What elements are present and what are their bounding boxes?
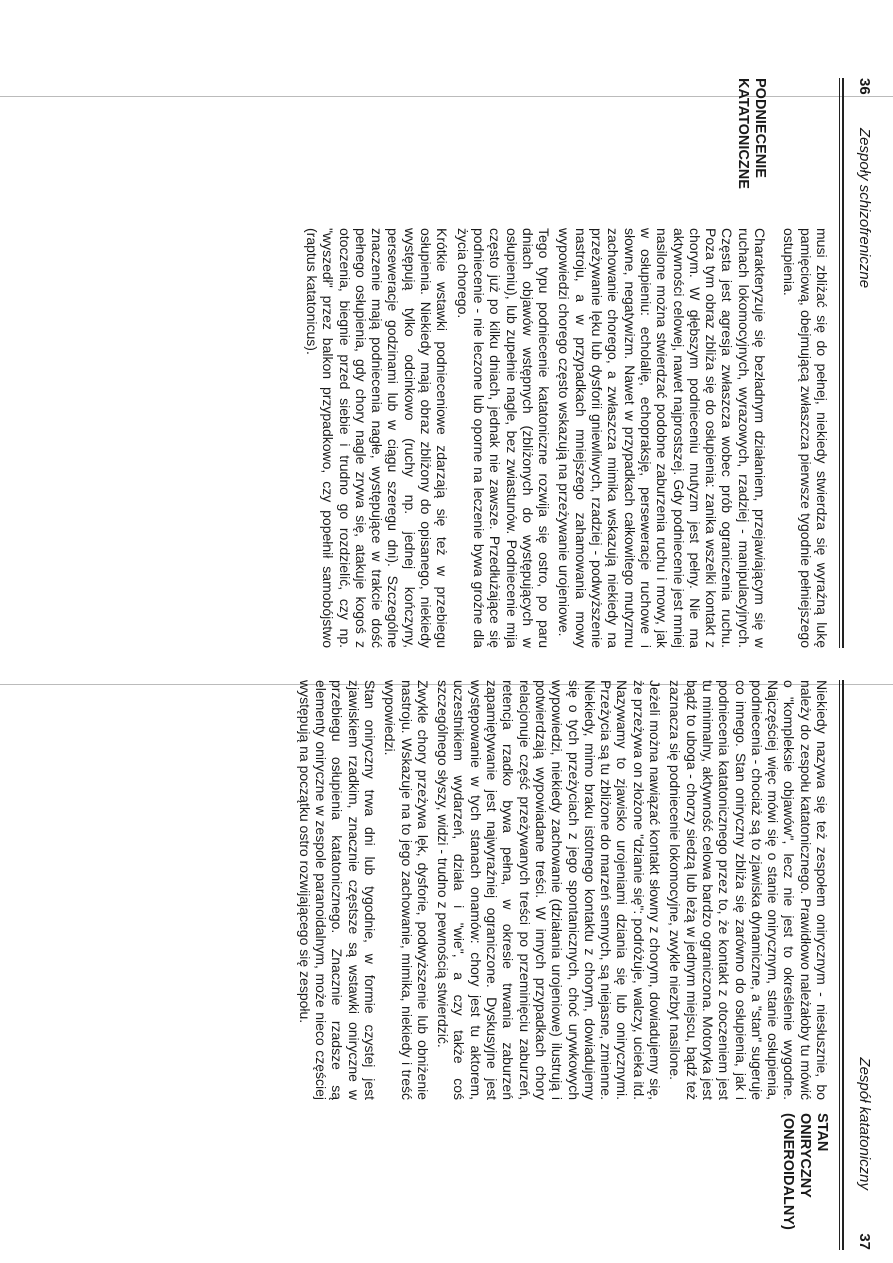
header-rule xyxy=(842,78,844,648)
section-body-36 xyxy=(300,228,768,648)
page-number-36: 36 xyxy=(856,78,873,95)
running-head-36 xyxy=(847,78,873,648)
paragraph: Jeżeli można nawiązać kontakt słowny z chorym, dowiadujemy się, że przeżywa on złożone "dzianie się": podróżuje, walczy, ucieka itd. Nazywamy to zjawisko urojeniami dziania się lub onirycznymi. Przeżycia są tu zbliżone do marzeń sennych, są niejasne, zmienne. Niekiedy, mimo braku istotnego kontaktu z chorym, dowiadujemy się o tych przeżyciach z jego spontanicznych, choć urywkowych wypowiedzi, niekiedy zachowanie (działania urojeniowe) ilustrują i potwierdzają wypowiadane treści. W innych przypadkach chory relacjonuje część przeżywanych treści po przeminięciu zaburzeń, retencja rzadko bywa pełna, w okresie trwania zaburzeń zapamiętywanie jest najwyraźniej ograniczone. Dyskusyjne jest występowanie w tych stanach onamów: chory jest tu aktorem, uczestnikiem wydarzeń, działa i "wie", a czy także coś szczególnego słyszy, widzi - trudno z pewnością stwierdzić. xyxy=(435,680,664,1100)
page-36 xyxy=(0,78,878,648)
paragraph: Charakteryzuje się bezładnym działaniem, przejawiającym się w ruchach lokomocyjnych, wyrazowych, rzadziej - manipulacyjnych. Częsta jest agresja zwłaszcza wobec prób ograniczenia ruchu. Poza tym obraz zbliża się do osłupienia: zanika wszelki kontakt z chorym. W głębszym podnieceniu mutyzm jest pełny. Nie ma aktywności celowej, nawet najprostszej. Gdy podniecenie jest mniej nasilone można stwierdzać podobne zaburzenia ruchu i mowy, jak w osłupieniu: echolalię, echopraksję, perseweracje ruchowe i słowne, negatywizm. Nawet w przypadkach całkowitego mutyzmu zachowanie chorego, a zwłaszcza mimika wskazują niekiedy na przeżywanie lęku lub dysforii gniewliwych, rzadziej - podwyższenie nastroju, a w przypadkach mniejszego zahamowania mowy wypowiedzi chorego często wskazują na przeżywanie urojeniowe. xyxy=(556,228,768,648)
paragraph: Niekiedy nazywa się też zespołem onirycznym - niesłusznie, bo należy do zespołu katatonicznego. Prawidłowo należałoby tu mówić o "kompleksie objawów", lecz nie jest to określenie wygodne. Najczęściej więc mówi się o stanie onirycznym, stanie osłupienia, podniecenia - chociaż są to zjawiska dynamiczne, a "stan" sugeruje co innego. Stan oniryczny zbliża się zarówno do osłupienia, jak i podniecenia katatonicznego przez to, że kontakt z otoczeniem jest tu minimalny, aktywność celowa bardzo ograniczona. Motoryka jest bądź to uboga - chorzy siedzą lub leżą w jednym miejscu, bądź też zaznacza się podniecenie lokomocyjne, zwykle niezbyt nasilone. xyxy=(667,680,830,1100)
paragraph: Stan oniryczny trwa dni lub tygodnie, w formie czystej jest zjawiskiem rzadkim, znacznie częstsze są wstawki oniryczne w przebiegu osłupienia katatonicznego. Znacznie rzadsze są elementy oniryczne w zespole paranoidalnym, może nieco częściej występują na początku ostro rozwijającego się zespołu. xyxy=(296,680,378,1100)
section-heading-stan-oniryczny: STAN ONIRYCZNY (ONEROIDALNY) xyxy=(780,1113,830,1230)
paragraph: Zwykle chory przeżywa lęk, dysforie, podwyższenie lub obniżenie nastroju. Wskazuje na to jego zachowanie, mimika, niekiedy i treść wypowiedzi. xyxy=(382,680,431,1100)
header-rule xyxy=(842,680,844,1250)
running-head-37 xyxy=(847,680,873,1250)
paragraph: Krótkie wstawki podnieceniowe zdarzają się też w przebiegu osłupienia. Niekiedy mają obraz zbliżony do opisanego, niekiedy występują tylko odcinkowo (ruchy np. jednej kończyny, perseweracje godzinami lub w ciągu szeregu dni). Szczególne znaczenie mają podniecenia nagłe, występujące w trakcie dość pełnego osłupienia, gdy chory nagle zrywa się, atakuje kogoś z otoczenia, biegnie przed siebie i trudno go rozdzielić, czy np. "wyszedł" przez balkon przypadkowo, czy popełnił samobójstwo (raptus katatonicus). xyxy=(303,228,451,648)
running-title-37: Zespół katatoniczny xyxy=(856,1057,873,1190)
header-rule-thin xyxy=(839,78,840,648)
section-heading-podniecenie: PODNIECENIE KATATONICZNE xyxy=(735,78,768,189)
page-37 xyxy=(0,680,878,1250)
running-title-36: Zespoły schizofreniczne xyxy=(856,128,873,289)
main-text-36 xyxy=(777,228,830,648)
intro-paragraph: musi zbliżać się do pełnej, niekiedy stwierdza się wyraźną lukę pamięciową, obejmującą zwłaszcza pierwsze tygodnie pełniejszego ostupienia. xyxy=(781,228,830,648)
paragraph: Tego typu podniecenie katatoniczne rozwija się ostro, po paru dniach objawów wstępnych (zbliżonych do występujących w osłupieniu), lub zupełnie nagle, bez zwiastunów. Podniecenie mija często już po kilku dniach, jednak nie zawsze. Przedłużające się podniecenie - nie leczone lub oporne na leczenie bywa groźne dla życia chorego. xyxy=(454,228,553,648)
header-rule-thin xyxy=(839,680,840,1250)
page-number-37: 37 xyxy=(856,1233,873,1250)
main-text-37 xyxy=(293,680,831,1100)
